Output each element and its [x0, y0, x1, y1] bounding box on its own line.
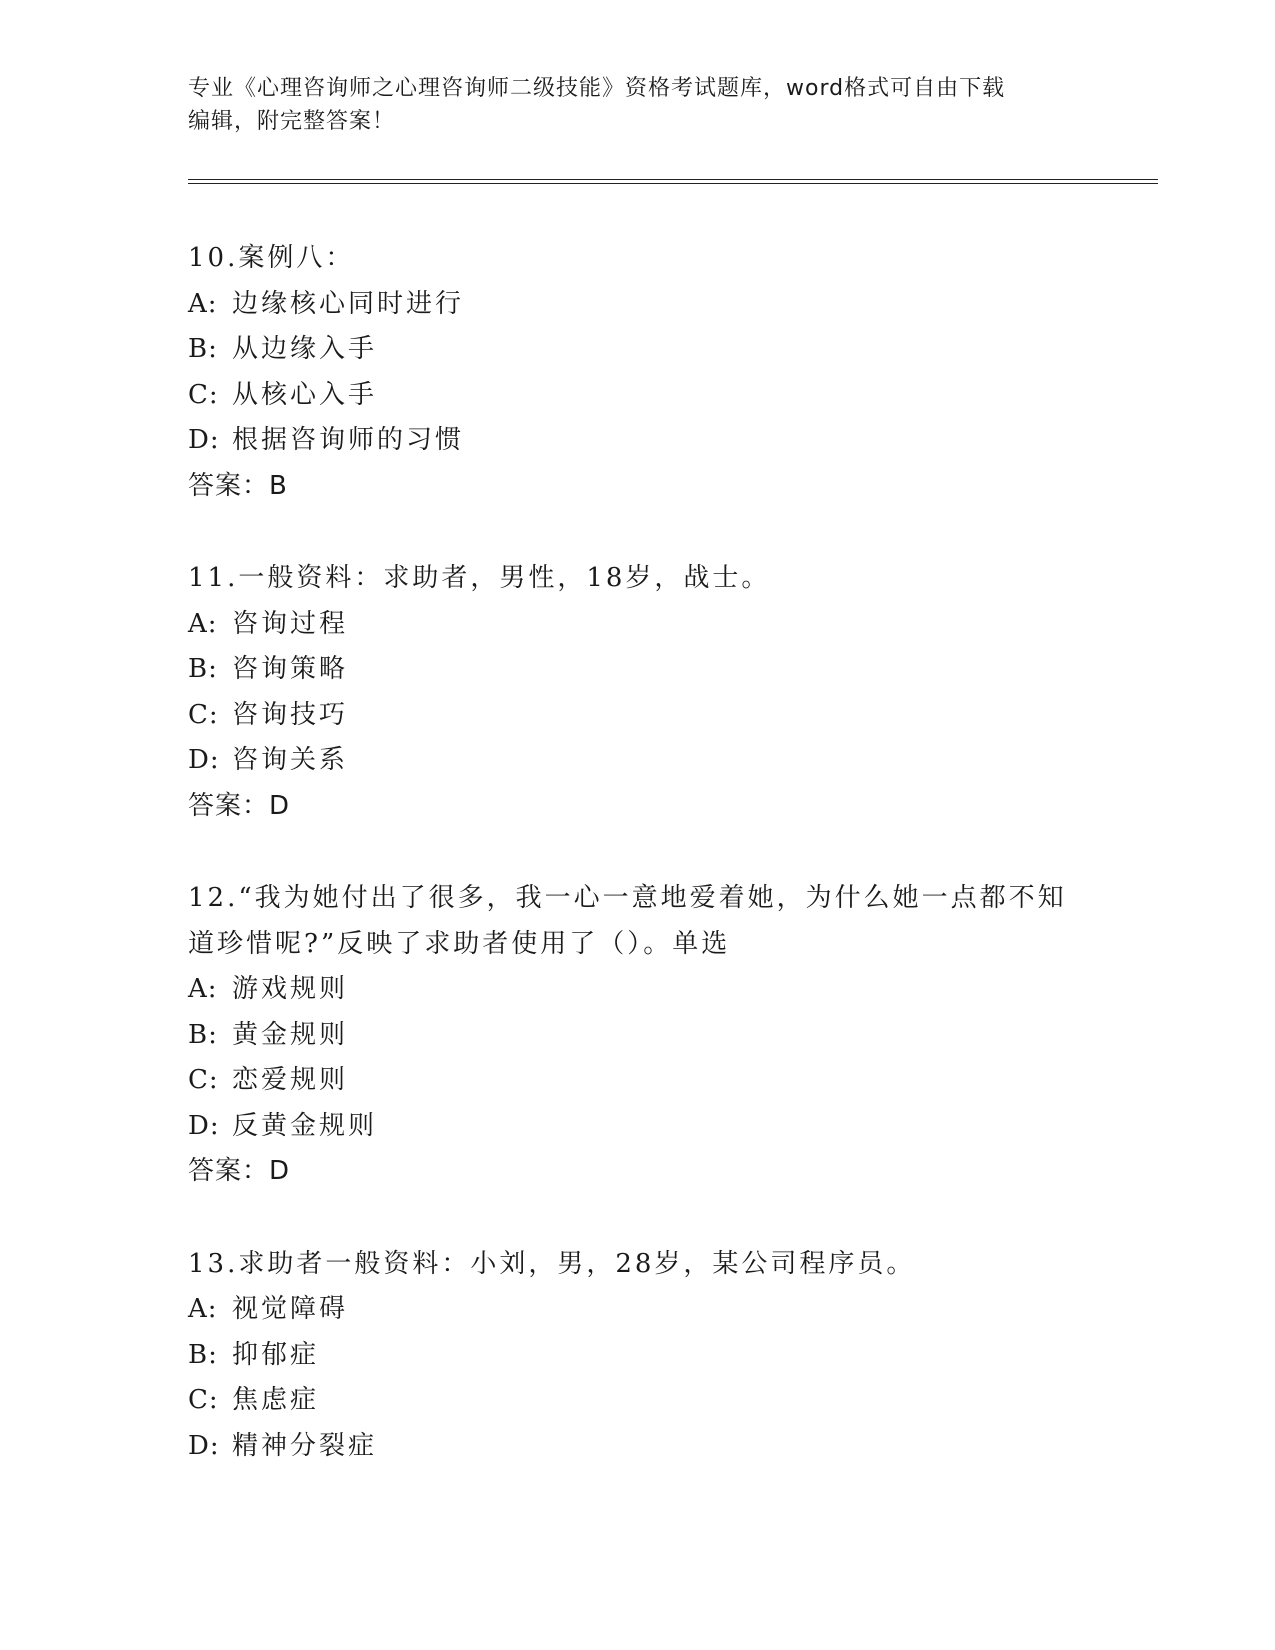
question-10 [188, 236, 1148, 509]
header-divider [188, 179, 1158, 184]
option-a [188, 1287, 1148, 1333]
option-d [188, 418, 1148, 464]
question-stem: 10.案例八： [188, 243, 355, 273]
option-text: 恋爱规则 [232, 1065, 349, 1095]
option-c [188, 373, 1148, 419]
option-key: A: [188, 974, 218, 1004]
option-key: D: [188, 1110, 220, 1141]
option-text: 边缘核心同时进行 [232, 288, 465, 319]
header-line-2: 编辑，附完整答案！ [188, 109, 396, 134]
option-a [188, 282, 1148, 328]
option-text: 焦虑症 [232, 1385, 320, 1415]
option-a [188, 967, 1148, 1013]
option-key: A: [188, 608, 218, 639]
option-a [188, 602, 1148, 648]
option-d [188, 738, 1148, 784]
option-text: 黄金规则 [232, 1019, 349, 1050]
header-line-1: 专业《心理咨询师之心理咨询师二级技能》资格考试题库，word格式可自由下载 [188, 76, 1006, 101]
option-key: B: [188, 1019, 218, 1050]
option-b [188, 327, 1148, 373]
option-text: 游戏规则 [232, 974, 349, 1004]
option-text: 从核心入手 [232, 379, 378, 410]
option-key: C: [188, 379, 219, 410]
question-stem: 11.一般资料：求助者，男性，18岁，战士。 [188, 563, 771, 593]
option-key: A: [188, 1294, 218, 1324]
option-c [188, 1058, 1148, 1104]
option-key: A: [188, 288, 218, 319]
option-c [188, 693, 1148, 739]
option-key: B: [188, 334, 218, 364]
option-text: 咨询过程 [232, 608, 349, 639]
option-d [188, 1424, 1148, 1470]
option-key: B: [188, 1339, 218, 1370]
question-list [188, 236, 1148, 1516]
question-stem-line-1: 12.“我为她付出了很多，我一心一意地爱着她，为什么她一点都不知 [188, 883, 1067, 913]
option-key: C: [188, 699, 219, 730]
option-text: 反黄金规则 [232, 1110, 378, 1141]
option-text: 精神分裂症 [232, 1430, 378, 1461]
option-key: D: [188, 745, 220, 775]
option-text: 从边缘入手 [232, 334, 378, 364]
option-key: B: [188, 654, 218, 684]
option-c [188, 1378, 1148, 1424]
option-key: D: [188, 1430, 220, 1461]
option-b [188, 647, 1148, 693]
option-text: 根据咨询师的习惯 [232, 425, 465, 455]
question-13 [188, 1242, 1148, 1470]
question-11 [188, 556, 1148, 829]
answer-line: 答案：D [188, 1156, 291, 1186]
option-text: 咨询策略 [232, 654, 349, 684]
question-stem: 13.求助者一般资料：小刘，男，28岁，某公司程序员。 [188, 1248, 916, 1279]
option-text: 视觉障碍 [232, 1294, 349, 1324]
option-key: C: [188, 1385, 219, 1415]
answer-line: 答案：D [188, 790, 291, 821]
option-text: 咨询技巧 [232, 699, 349, 730]
option-text: 抑郁症 [232, 1339, 320, 1370]
option-key: D: [188, 425, 220, 455]
document-header [188, 72, 1088, 138]
option-b [188, 1013, 1148, 1059]
question-stem-line-2: 道珍惜呢?”反映了求助者使用了（）。单选 [188, 928, 731, 959]
question-12 [188, 876, 1148, 1195]
option-b [188, 1333, 1148, 1379]
option-text: 咨询关系 [232, 745, 349, 775]
option-key: C: [188, 1065, 219, 1095]
answer-line: 答案：B [188, 470, 288, 501]
option-d [188, 1104, 1148, 1150]
